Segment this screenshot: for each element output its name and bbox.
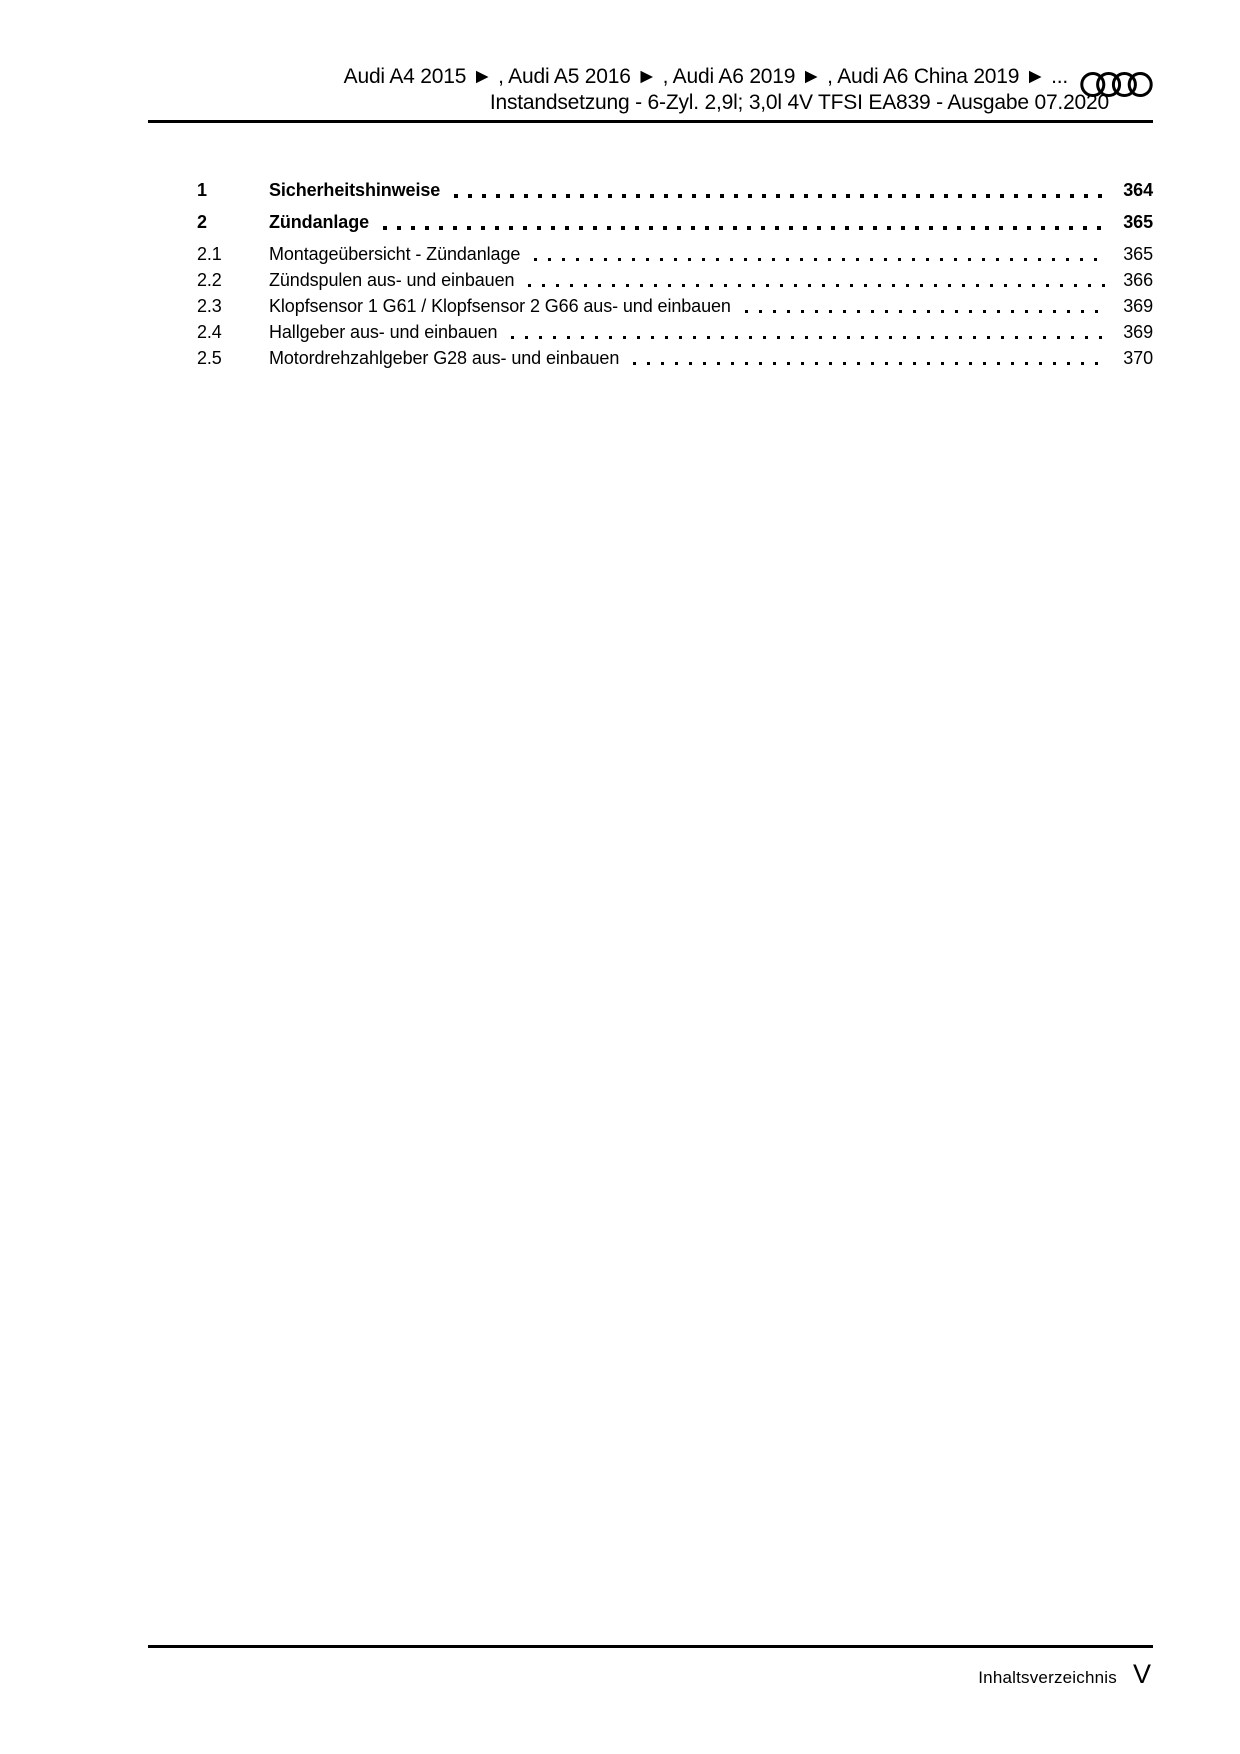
dot-leader xyxy=(511,336,1108,339)
toc-entry xyxy=(197,180,1153,201)
toc-entry-page: 365 xyxy=(1123,244,1153,264)
toc-entry-title: Montageübersicht - Zündanlage xyxy=(269,244,521,264)
footer-text xyxy=(148,1661,1153,1688)
dot-leader xyxy=(454,194,1108,198)
toc-entry-number: 2.2 xyxy=(197,270,222,290)
toc-entry xyxy=(197,212,1153,233)
toc-entry-number: 2 xyxy=(197,212,207,232)
toc-entry-number: 2.1 xyxy=(197,244,222,264)
dot-leader xyxy=(534,258,1108,261)
toc-entry-number: 2.5 xyxy=(197,348,222,368)
toc-entry-title: Sicherheitshinweise xyxy=(269,180,441,200)
toc-entry-title: Klopfsensor 1 G61 / Klopfsensor 2 G66 aus- und einbauen xyxy=(269,296,731,316)
toc-entry-title: Zündanlage xyxy=(269,212,370,232)
dot-leader xyxy=(383,226,1108,230)
toc-entry xyxy=(197,322,1153,343)
footer-page-number: V xyxy=(1132,1659,1151,1689)
toc-entry-page: 369 xyxy=(1123,322,1153,342)
toc-entry-title: Zündspulen aus- und einbauen xyxy=(269,270,515,290)
toc-entry xyxy=(197,296,1153,317)
toc-entry-page: 369 xyxy=(1123,296,1153,316)
toc-entry xyxy=(197,348,1153,369)
table-of-contents xyxy=(197,180,1153,374)
page-header xyxy=(148,64,1153,123)
dot-leader xyxy=(745,310,1108,313)
page-footer xyxy=(148,1645,1153,1688)
footer-section-label: Inhaltsverzeichnis xyxy=(978,1668,1117,1687)
toc-entry xyxy=(197,244,1153,265)
footer-divider xyxy=(148,1645,1153,1648)
toc-entry-number: 1 xyxy=(197,180,207,200)
toc-entry-title: Hallgeber aus- und einbauen xyxy=(269,322,498,342)
dot-leader xyxy=(528,284,1108,287)
header-subtitle-line: Instandsetzung - 6-Zyl. 2,9l; 3,0l 4V TFSI EA839 - Ausgabe 07.2020 xyxy=(489,91,1109,114)
toc-entry-page: 365 xyxy=(1123,212,1153,232)
audi-rings-logo xyxy=(1080,71,1153,98)
toc-entry-page: 370 xyxy=(1123,348,1153,368)
toc-entry xyxy=(197,270,1153,291)
dot-leader xyxy=(633,362,1108,365)
toc-entry-title: Motordrehzahlgeber G28 aus- und einbauen xyxy=(269,348,620,368)
toc-entry-number: 2.4 xyxy=(197,322,222,342)
toc-entry-page: 366 xyxy=(1123,270,1153,290)
toc-entry-page: 364 xyxy=(1123,180,1153,200)
toc-entry-number: 2.3 xyxy=(197,296,222,316)
header-model-line: Audi A4 2015 ► , Audi A5 2016 ► , Audi A6 2019 ► , Audi A6 China 2019 ► ... xyxy=(343,65,1068,88)
header-divider xyxy=(148,120,1153,123)
